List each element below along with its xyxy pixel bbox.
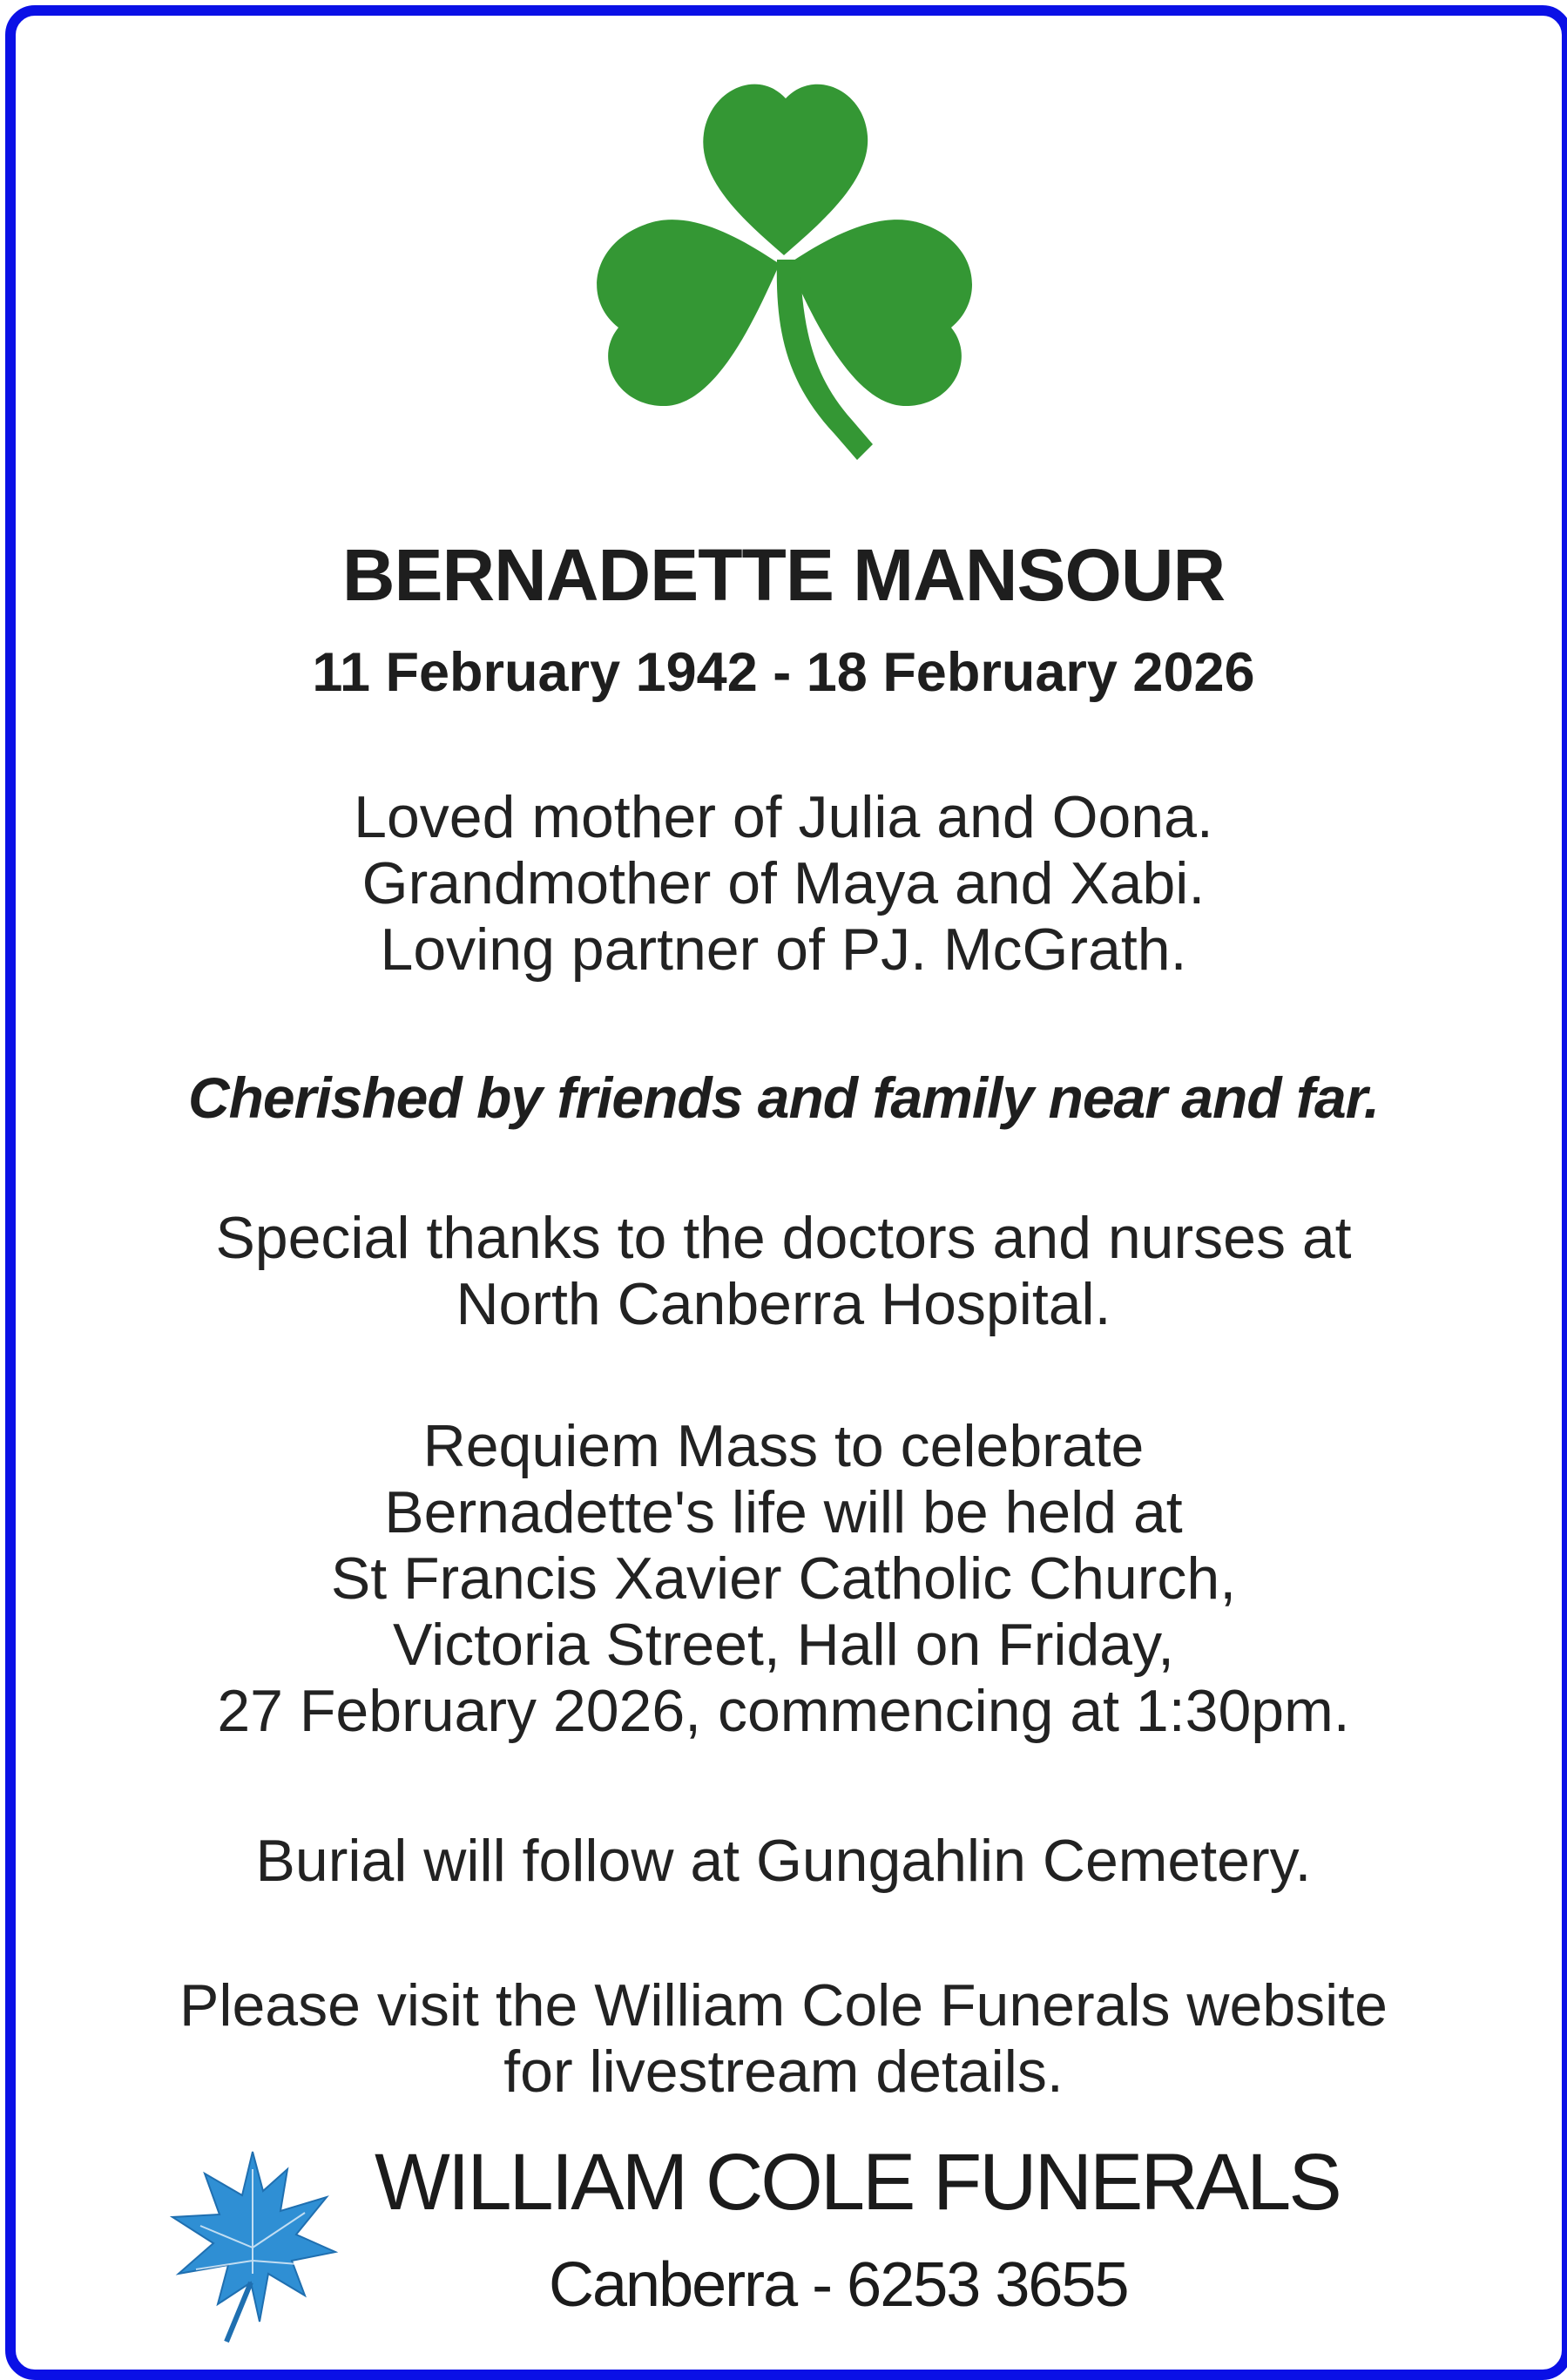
service-section	[35, 1413, 1532, 1744]
service-line: Victoria Street, Hall on Friday,	[393, 1612, 1174, 1678]
family-section	[35, 784, 1532, 983]
burial-line: Burial will follow at Gungahlin Cemetery.	[255, 1828, 1312, 1894]
livestream-line: for livestream details.	[503, 2039, 1064, 2105]
shamrock-icon	[557, 51, 1010, 486]
family-line: Loved mother of Julia and Oona.	[354, 784, 1213, 850]
service-line: Bernadette's life will be held at	[384, 1479, 1183, 1545]
service-line: St Francis Xavier Catholic Church,	[330, 1545, 1237, 1612]
tribute-line: Cherished by friends and family near and far.	[187, 1065, 1380, 1130]
life-dates: 11 February 1942 - 18 February 2026	[312, 642, 1255, 703]
service-line: 27 February 2026, commencing at 1:30pm.	[217, 1678, 1350, 1744]
livestream-line: Please visit the William Cole Funerals website	[179, 1972, 1388, 2039]
service-line: Requiem Mass to celebrate	[422, 1413, 1145, 1479]
thanks-line: Special thanks to the doctors and nurses at	[215, 1205, 1352, 1271]
funeral-director-phone: Canberra - 6253 3655	[549, 2250, 1128, 2320]
family-line: Grandmother of Maya and Xabi.	[361, 850, 1206, 916]
funeral-director-logo	[165, 2126, 1429, 2335]
maple-leaf-icon	[165, 2143, 340, 2343]
thanks-line: North Canberra Hospital.	[456, 1271, 1111, 1337]
deceased-name: BERNADETTE MANSOUR	[341, 534, 1226, 616]
burial-section	[35, 1828, 1532, 1894]
family-line: Loving partner of PJ. McGrath.	[380, 916, 1187, 983]
thanks-section	[35, 1205, 1532, 1337]
funeral-director-name: WILLIAM COLE FUNERALS	[375, 2138, 1340, 2227]
livestream-section	[35, 1972, 1532, 2105]
